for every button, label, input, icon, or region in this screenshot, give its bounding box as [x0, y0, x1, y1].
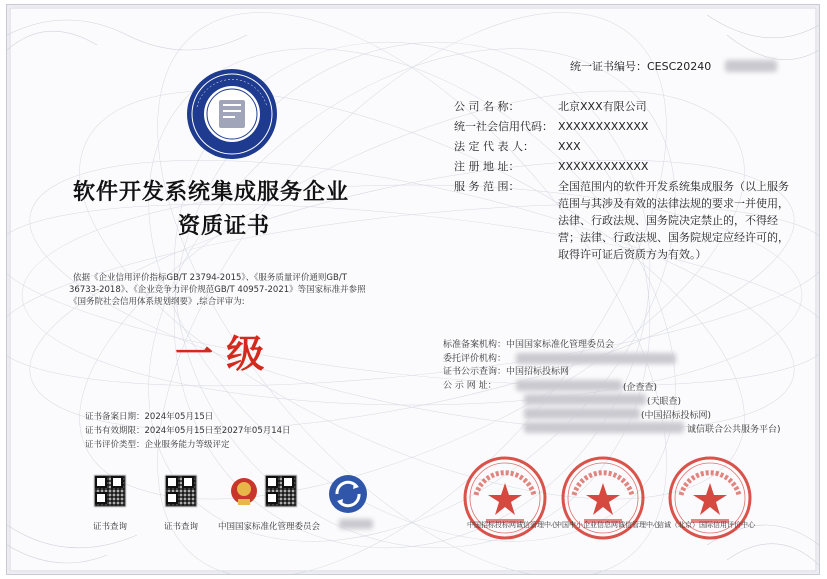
org-label: 标准备案机构： [443, 340, 507, 350]
cert-number-label: 统一证书编号： [570, 60, 647, 73]
field-label: 统一社会信用代码： [454, 120, 553, 133]
evaluation-basis [69, 272, 366, 308]
seal-caption: 中国招标投标网诚信管理中心 [467, 521, 558, 529]
field-value: 北京XXX有限公司 [558, 100, 647, 113]
site-line: (企查查) [623, 383, 658, 393]
qr-code-icon [94, 475, 124, 505]
legal-rep-row [454, 138, 581, 154]
date-row [85, 410, 291, 424]
org-label: 证书公示查询： [443, 367, 507, 377]
site-line: (中国招标投标网) [641, 411, 712, 421]
national-emblem-icon [229, 475, 259, 509]
scope-line: 营；法律、行政法规、国务院规定应经许可的， [558, 231, 789, 244]
qr-caption: 中国国家标准化管理委员会 [218, 522, 321, 532]
org-row [443, 339, 614, 353]
cert-number [570, 58, 711, 74]
date-row [85, 424, 291, 438]
date-value: 2024年05月15日 [144, 412, 214, 422]
certificate-title-line1: 软件开发系统集成服务企业 [73, 180, 350, 205]
credit-code-row [454, 118, 648, 134]
scope-line: 法律、行政法规、国务院决定禁止的，不得经 [558, 214, 778, 227]
redacted-url [524, 422, 684, 433]
qr-code-icon [165, 475, 195, 505]
org-value: 中国招标投标网 [506, 367, 570, 377]
field-value: XXXXXXXXXXXX [558, 160, 649, 173]
basis-line: 《国务院社会信用体系规划纲要》,综合评审为: [69, 297, 245, 307]
redacted-url [516, 380, 622, 391]
certificate-dates [85, 410, 291, 452]
redacted-url [524, 394, 646, 405]
certification-emblem-icon [185, 67, 279, 161]
date-value: 2024年05月15日至2027年05月14日 [144, 426, 291, 436]
field-value: XXXXXXXXXXXX [558, 120, 649, 133]
address-row [454, 158, 648, 174]
scope-text [558, 178, 789, 263]
qr-caption: 证书查询 [164, 522, 199, 532]
basis-line: 依据《企业信用评价指标GB/T 23794-2015》、《服务质量评价通则GB/T [73, 273, 347, 283]
site-line: (天眼查) [647, 397, 682, 407]
field-value: XXX [558, 140, 581, 153]
seal-caption: 中国中小企业信息网诚信管理中心 [555, 521, 660, 529]
redacted-org [516, 353, 676, 364]
field-label: 注 册 地 址： [454, 160, 520, 173]
redacted-cert-number [725, 60, 777, 72]
certificate-sheet [6, 4, 820, 575]
date-label: 证书有效期限： [85, 426, 145, 436]
seal-caption: 信诚（北京）国际信用评价中心 [657, 521, 755, 529]
org-row [443, 366, 614, 380]
qr-code-icon [265, 475, 295, 505]
site-label: 公 示 网 址： [443, 380, 497, 391]
scope-label: 服 务 范 围： [454, 180, 520, 193]
org-value: 中国国家标准化管理委员会 [506, 340, 615, 350]
basis-line: 36733-2018》、《企业竞争力评价规范GB/T 40957-2021》等国家标准并参照 [69, 285, 366, 295]
date-value: 企业服务能力等级评定 [144, 440, 230, 450]
field-label: 公 司 名 称： [454, 100, 520, 113]
redacted-url [524, 408, 640, 419]
scope-line: 全国范围内的软件开发系统集成服务（以上服务 [558, 180, 789, 193]
cert-number-value: CESC20240 [647, 60, 712, 73]
field-label: 法 定 代 表 人： [454, 140, 534, 153]
date-row [85, 438, 291, 452]
refresh-logo-icon [327, 473, 369, 515]
qr-caption: 证书查询 [93, 522, 128, 532]
scope-line: 范围与其涉及有效的法律法规的要求一并使用， [558, 197, 789, 210]
date-label: 证书评价类型： [85, 440, 145, 450]
date-label: 证书备案日期： [85, 412, 145, 422]
scope-line: 取得许可证后资质方为有效。） [558, 248, 707, 261]
certificate-title-line2: 资质证书 [178, 214, 271, 239]
redacted-caption [339, 519, 373, 529]
site-line: 诚信联合公共服务平台) [687, 425, 781, 435]
certificate-level: 一 级 [175, 332, 265, 376]
company-name-row [454, 98, 647, 114]
org-label: 委托评价机构： [443, 353, 507, 364]
